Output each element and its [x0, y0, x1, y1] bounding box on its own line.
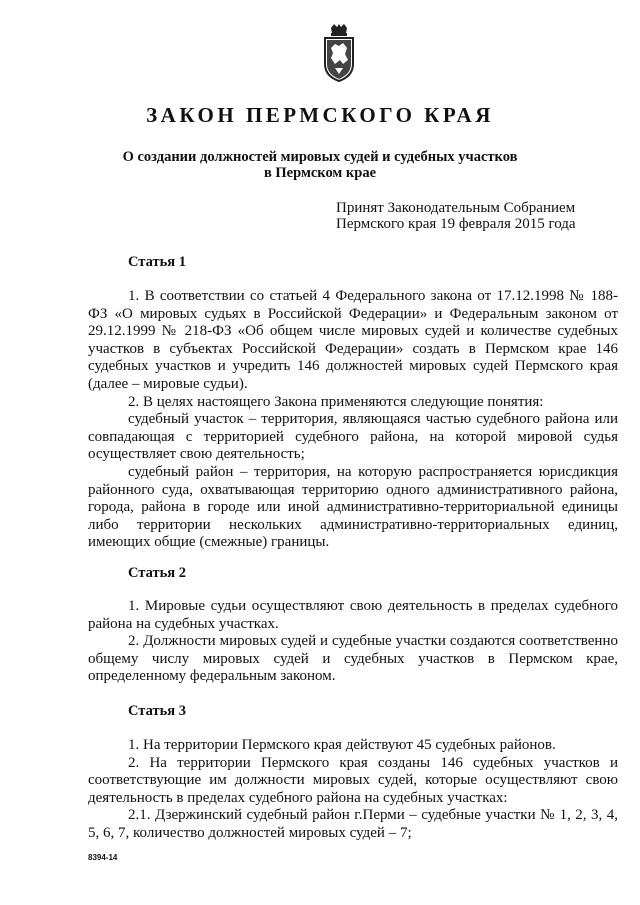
coat-of-arms-icon	[321, 24, 357, 82]
article-1-paragraph-3: судебный участок – территория, являющаяся частью судебного района или совпадающая с территорией судебного района, на которой мировой судья осуществляет свою деятельность;	[88, 411, 618, 463]
article-2-heading: Статья 2	[128, 565, 186, 581]
article-1-heading: Статья 1	[128, 254, 186, 270]
subtitle-line-1: О создании должностей мировых судей и судебных участков	[122, 149, 518, 165]
article-1-paragraph-2: 2. В целях настоящего Закона применяются следующие понятия:	[128, 393, 544, 410]
article-3-paragraph-1: 1. На территории Пермского края действуют 45 судебных районов.	[128, 737, 556, 753]
adoption-line-1: Принят Законодательным Собранием	[336, 200, 576, 216]
article-3-paragraph-3: 2.1. Дзержинский судебный район г.Перми – судебные участки № 1, 2, 3, 4, 5, 6, 7, количество должностей мировых судей – 7;	[88, 807, 618, 841]
document-code: 8394-14	[88, 853, 118, 862]
adoption-note	[336, 200, 616, 232]
article-2-paragraph-1: 1. Мировые судьи осуществляют свою деятельность в пределах судебного района на судебных участках.	[88, 598, 618, 632]
subtitle-line-2: в Пермском крае	[263, 165, 377, 181]
article-2-body	[88, 598, 618, 686]
law-title: ЗАКОН ПЕРМСКОГО КРАЯ	[146, 103, 494, 127]
adoption-line-2: Пермского края 19 февраля 2015 года	[336, 216, 576, 232]
article-3-heading: Статья 3	[128, 703, 186, 719]
article-3-paragraph-2: 2. На территории Пермского края созданы 146 судебных участков и соответствующие им должности мировых судей, которые осуществляют свою деятельность в пределах судебного района на судебных участках:	[88, 754, 618, 806]
article-1-body	[88, 288, 618, 552]
article-3-body	[88, 737, 618, 843]
law-subtitle	[100, 149, 540, 181]
article-1-paragraph-1: 1. В соответствии со статьей 4 Федерального закона от 17.12.1998 № 188-ФЗ «О мировых судьях в Российской Федерации» и Федеральным законом от 29.12.1999 № 218-ФЗ «Об общем числе мировых судей и количестве судебных участков в субъектах Российской Федерации» создать в Пермском крае 146 судебных участков и учредить 146 должностей мировых судей Пермского края (далее – мировые судьи).	[88, 288, 618, 392]
article-2-paragraph-2: 2. Должности мировых судей и судебные участки создаются соответственно общему числу мировых судей и судебных участков в Пермском крае, определенному федеральным законом.	[88, 633, 618, 685]
article-1-paragraph-4: судебный район – территория, на которую распространяется юрисдикция районного суда, охватывающая территорию одного административного района, города, района в городе или иной административно-территориальной единицы либо территории нескольких административно-территориальных единиц, имеющих общие (смежные) границы.	[88, 463, 618, 551]
